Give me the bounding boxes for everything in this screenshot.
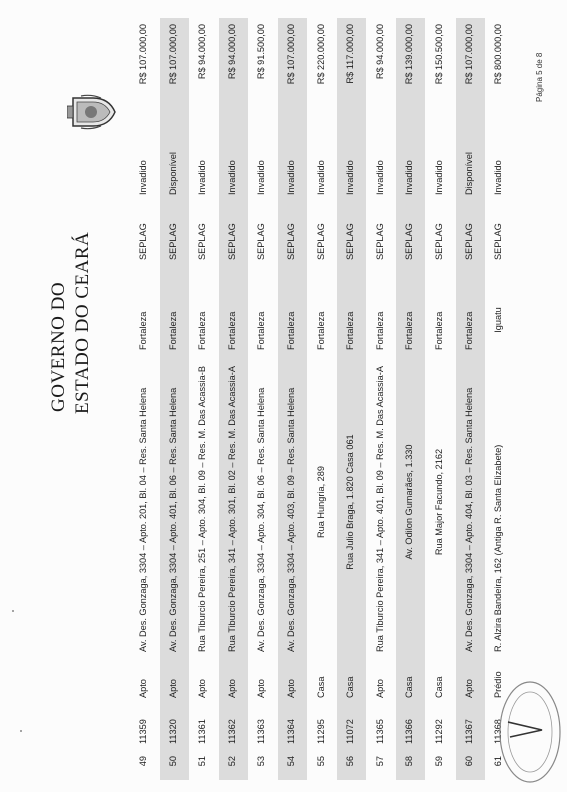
- property-status: Invadido: [197, 160, 208, 195]
- property-city: Fortaleza: [404, 311, 415, 350]
- property-value: R$ 94.000,00: [374, 24, 385, 80]
- property-status: Invadido: [493, 160, 504, 195]
- property-status: Invadido: [138, 160, 148, 195]
- property-type: Casa: [404, 676, 415, 698]
- table-row: [248, 18, 277, 780]
- property-city: Fortaleza: [315, 311, 326, 350]
- property-type: Apto: [197, 679, 208, 698]
- property-address: Av. Des. Gonzaga, 3304 – Apto. 403, Bl. 09 – Res. Santa Helena: [286, 387, 296, 652]
- property-code: 11359: [138, 719, 148, 744]
- property-code: 11365: [374, 719, 385, 744]
- property-city: Fortaleza: [434, 311, 444, 350]
- property-code: 11363: [256, 719, 267, 744]
- page-number: Página 5 de 8: [535, 52, 544, 102]
- property-code: 11364: [286, 719, 296, 744]
- row-number: 60: [463, 756, 474, 767]
- responsible-agency: SEPLAG: [434, 223, 444, 260]
- table-row: [160, 18, 189, 780]
- responsible-agency: SEPLAG: [167, 223, 178, 260]
- property-value: R$ 91.500,00: [256, 24, 267, 80]
- row-number: 57: [374, 756, 385, 767]
- property-value: R$ 117.000,00: [345, 24, 356, 84]
- responsible-agency: SEPLAG: [374, 223, 385, 260]
- property-value: R$ 107.000,00: [286, 24, 296, 85]
- table-row: [278, 18, 307, 780]
- notary-stamp-icon: [470, 672, 567, 792]
- property-type: Casa: [315, 676, 326, 698]
- property-type: Apto: [374, 679, 385, 698]
- property-status: Invadido: [345, 160, 356, 195]
- scan-speck: [20, 730, 22, 732]
- row-number: 52: [226, 756, 237, 767]
- property-code: 11366: [404, 719, 415, 744]
- property-city: Fortaleza: [286, 311, 296, 350]
- property-address: R. Alzira Bandeira, 162 (Antiga R. Santa Elizabete): [493, 444, 504, 652]
- property-city: Fortaleza: [167, 311, 178, 350]
- property-value: R$ 107.000,00: [463, 24, 474, 85]
- property-status: Disponível: [463, 152, 474, 195]
- responsible-agency: SEPLAG: [226, 223, 237, 260]
- row-number: 54: [286, 756, 296, 767]
- row-number: 53: [256, 756, 267, 767]
- property-value: R$ 220.000,00: [315, 24, 326, 85]
- property-value: R$ 800.000,00: [493, 24, 504, 85]
- property-status: Invadido: [404, 160, 415, 195]
- property-city: Fortaleza: [226, 311, 237, 350]
- property-city: Fortaleza: [256, 311, 267, 350]
- responsible-agency: SEPLAG: [404, 223, 415, 260]
- row-number: 49: [138, 756, 148, 767]
- property-code: 11292: [434, 719, 444, 744]
- table-row: [189, 18, 218, 780]
- property-address: Rua Julio Braga, 1.820 Casa 061: [345, 434, 356, 570]
- property-type: Apto: [286, 679, 296, 698]
- property-type: Casa: [345, 676, 356, 698]
- property-address: Rua Tiburcio Pereira, 341 – Apto. 401, Bl. 09 – Res. M. Das Acassia-A: [374, 366, 385, 652]
- state-crest-icon: [67, 94, 117, 130]
- property-code: 11367: [463, 719, 474, 744]
- property-city: Fortaleza: [138, 311, 148, 350]
- responsible-agency: SEPLAG: [345, 223, 356, 260]
- property-address: Rua Hungria, 289: [315, 466, 326, 539]
- property-address: Av. Des. Gonzaga, 3304 – Apto. 201, Bl. 04 – Res. Santa Helena: [138, 387, 148, 652]
- row-number: 58: [404, 756, 415, 767]
- row-number: 56: [345, 756, 356, 767]
- property-value: R$ 94.000,00: [197, 24, 208, 80]
- property-type: Apto: [167, 679, 178, 698]
- property-type: Casa: [434, 676, 444, 698]
- scan-speck: [12, 610, 14, 612]
- logo-line-2: ESTADO DO CEARÁ: [72, 231, 93, 414]
- property-address: Rua Tiburcio Pereira, 341 – Apto. 301, Bl. 02 – Res. M. Das Acassia-A: [226, 366, 237, 652]
- property-code: 11072: [345, 719, 356, 744]
- property-value: R$ 94.000,00: [226, 24, 237, 80]
- table-row: [130, 18, 159, 780]
- logo-line-1: GOVERNO DO: [48, 281, 69, 412]
- property-table: [130, 18, 516, 780]
- property-address: Rua Tiburcio Pereira, 251 – Apto. 304, Bl. 09 – Res. M. Das Acassia-B: [197, 366, 208, 652]
- responsible-agency: SEPLAG: [493, 223, 504, 260]
- responsible-agency: SEPLAG: [286, 223, 296, 260]
- property-code: 11368: [493, 719, 504, 744]
- table-row: [485, 18, 514, 780]
- property-status: Invadido: [434, 160, 444, 195]
- property-type: Apto: [226, 679, 237, 698]
- property-address: Av. Des. Gonzaga, 3304 – Apto. 401, Bl. 06 – Res. Santa Helena: [167, 387, 178, 652]
- property-status: Disponível: [167, 152, 178, 195]
- property-status: Invadido: [286, 160, 296, 195]
- property-code: 11320: [167, 719, 178, 744]
- responsible-agency: SEPLAG: [463, 223, 474, 260]
- property-value: R$ 139.000,00: [404, 24, 415, 85]
- responsible-agency: SEPLAG: [197, 223, 208, 260]
- table-row: [308, 18, 337, 780]
- table-row: [219, 18, 248, 780]
- property-city: Iguatu: [493, 307, 504, 333]
- property-status: Invadido: [256, 160, 267, 195]
- property-value: R$ 107.000,00: [167, 24, 178, 85]
- property-city: Fortaleza: [197, 311, 208, 350]
- responsible-agency: SEPLAG: [315, 223, 326, 260]
- table-row: [396, 18, 425, 780]
- table-row: [456, 18, 485, 780]
- property-city: Fortaleza: [345, 311, 356, 350]
- row-number: 50: [167, 756, 178, 767]
- property-type: Apto: [138, 679, 148, 698]
- property-type: Prédio: [493, 671, 504, 698]
- property-type: Apto: [463, 679, 474, 698]
- row-number: 51: [197, 756, 208, 767]
- table-row: [337, 18, 366, 780]
- property-type: Apto: [256, 679, 267, 698]
- property-code: 11362: [226, 719, 237, 744]
- property-address: Av. Des. Gonzaga, 3304 – Apto. 304, Bl. 06 – Res. Santa Helena: [256, 387, 267, 652]
- responsible-agency: SEPLAG: [138, 223, 148, 260]
- row-number: 55: [315, 756, 326, 767]
- property-address: Rua Major Facundo, 2162: [434, 448, 444, 556]
- property-status: Invadido: [315, 160, 326, 195]
- property-city: Fortaleza: [374, 311, 385, 350]
- property-city: Fortaleza: [463, 311, 474, 350]
- table-row: [426, 18, 455, 780]
- property-status: Invadido: [374, 160, 385, 195]
- property-address: Av. Des. Gonzaga, 3304 – Apto. 404, Bl. 03 – Res. Santa Helena: [463, 387, 474, 652]
- row-number: 61: [493, 756, 504, 767]
- property-value: R$ 107.000,00: [138, 24, 148, 85]
- property-value: R$ 150.500,00: [434, 24, 444, 85]
- property-code: 11295: [315, 719, 326, 744]
- property-code: 11361: [197, 719, 208, 744]
- property-status: Invadido: [226, 160, 237, 195]
- responsible-agency: SEPLAG: [256, 223, 267, 260]
- property-address: Av. Odilon Gumarães, 1.330: [404, 444, 415, 560]
- table-row: [367, 18, 396, 780]
- row-number: 59: [434, 756, 444, 767]
